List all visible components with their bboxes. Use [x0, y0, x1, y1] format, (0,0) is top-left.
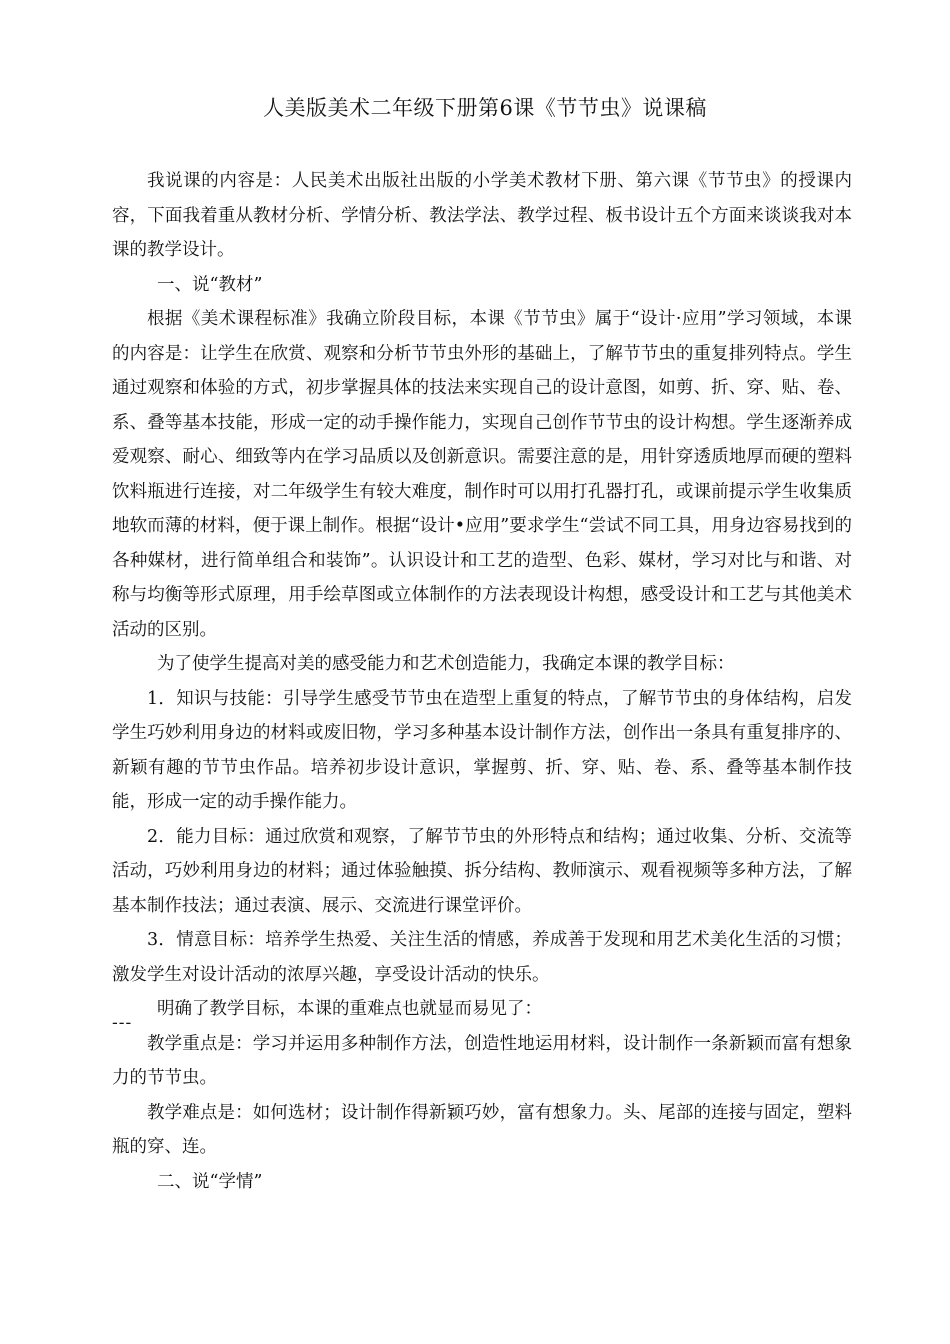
paragraph-teaching-focus: 教学重点是：学习并运用多种制作方法，创造性地运用材料，设计制作一条新颖而富有想象力的节节虫。: [112, 1033, 852, 1088]
paragraph-teaching-difficulty: 教学难点是：如何选材；设计制作得新颖巧妙，富有想象力。头、尾部的连接与固定，塑料瓶的穿、连。: [112, 1102, 852, 1157]
margin-mark: ---: [112, 1013, 133, 1033]
paragraph-goals-intro: 为了使学生提高对美的感受能力和艺术创造能力，我确定本课的教学目标：: [157, 654, 735, 674]
document-title: 人美版美术二年级下册第6课《节节虫》说课稿: [263, 96, 707, 120]
paragraph-key-points-intro: 明确了教学目标，本课的重难点也就显而易见了：: [157, 999, 542, 1019]
section-heading-textbook: 一、说“教材”: [157, 274, 263, 295]
paragraph-goal-ability: 2．能力目标：通过欣赏和观察，了解节节虫的外形特点和结构；通过收集、分析、交流等活动，巧妙利用身边的材料；通过体验触摸、拆分结构、教师演示、观看视频等多种方法，了解基本制作技法；通过表演、展示、交流进行课堂评价。: [112, 826, 852, 916]
paragraph-textbook-analysis: 根据《美术课程标准》我确立阶段目标，本课《节节虫》属于“设计·应用”学习领域，本课的内容是：让学生在欣赏、观察和分析节节虫外形的基础上，了解节节虫的重复排列特点。学生通过观察和体验的方式，初步掌握具体的技法来实现自己的设计意图，如剪、折、穿、贴、卷、系、叠等基本技能，形成一定的动手操作能力，实现自己创作节节虫的设计构想。学生逐渐养成爱观察、耐心、细致等内在学习品质以及创新意识。需要注意的是，用针穿透质地厚而硬的塑料饮料瓶进行连接，对二年级学生有较大难度，制作时可以用打孔器打孔，或课前提示学生收集质地软而薄的材料，便于课上制作。根据“设计•应用”要求学生“尝试不同工具，用身边容易找到的各种媒材，进行简单组合和装饰”。认识设计和工艺的造型、色彩、媒材，学习对比与和谐、对称与均衡等形式原理，用手绘草图或立体制作的方法表现设计构想，感受设计和工艺与其他美术活动的区别。: [112, 309, 852, 640]
paragraph-goal-emotion: 3．情意目标：培养学生热爱、关注生活的情感，养成善于发现和用艺术美化生活的习惯；激发学生对设计活动的浓厚兴趣，享受设计活动的快乐。: [112, 930, 852, 985]
paragraph-intro: 我说课的内容是：人民美术出版社出版的小学美术教材下册、第六课《节节虫》的授课内容，下面我着重从教材分析、学情分析、教法学法、教学过程、板书设计五个方面来谈谈我对本课的教学设计。: [112, 171, 852, 260]
paragraph-goal-knowledge: 1．知识与技能：引导学生感受节节虫在造型上重复的特点，了解节节虫的身体结构，启发学生巧妙利用身边的材料或废旧物，学习多种基本设计制作方法，创作出一条具有重复排序的、新颖有趣的节节虫作品。培养初步设计意识，掌握剪、折、穿、贴、卷、系、叠等基本制作技能，形成一定的动手操作能力。: [112, 688, 852, 812]
section-heading-learners: 二、说“学情”: [157, 1171, 263, 1192]
document-body: [112, 164, 852, 1199]
